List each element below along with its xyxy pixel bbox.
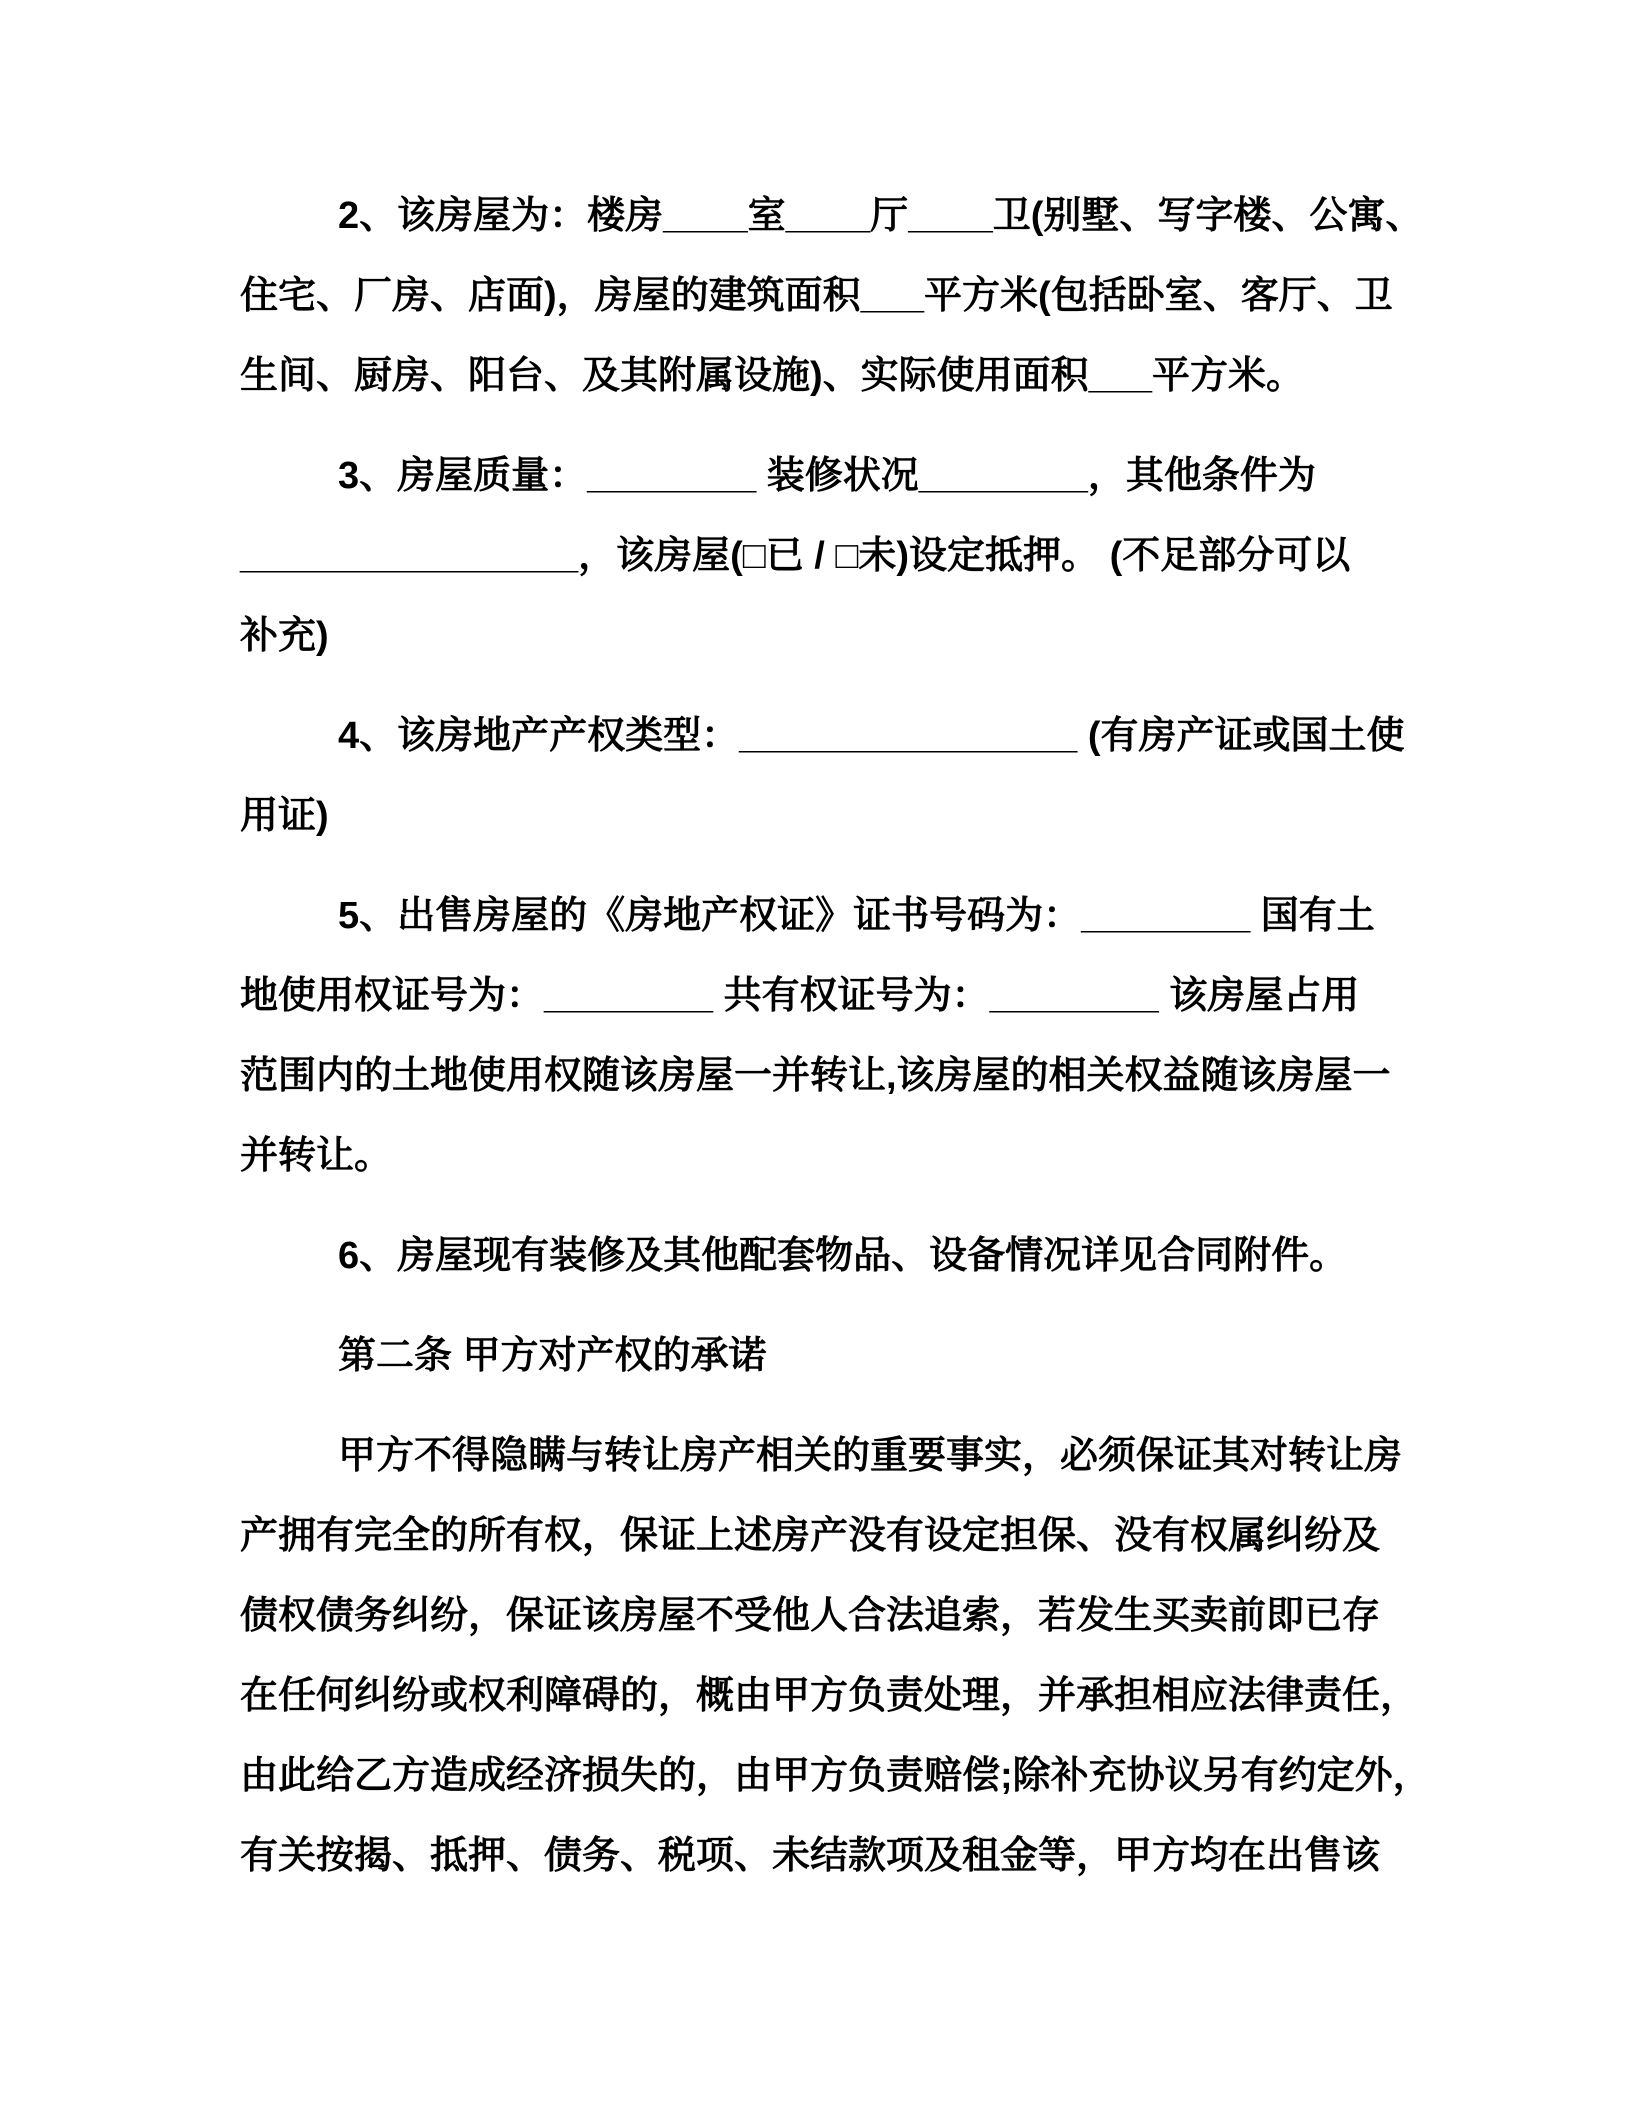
clause-3-house-quality (240, 436, 1482, 676)
text-line: 补充) (240, 615, 329, 657)
text-line: 5、出售房屋的《房地产权证》证书号码为：________ 国有土 (338, 895, 1375, 937)
clause-4-property-right-type (240, 696, 1482, 856)
text-line: 产拥有完全的所有权，保证上述房产没有设定担保、没有权属纠纷及 (240, 1515, 1381, 1557)
text-line: 4、该房地产产权类型：________________ (有房产证或国土使 (338, 715, 1405, 757)
clause-6-fixtures-note (240, 1216, 1482, 1296)
text-line: 有关按揭、抵押、债务、税项、未结款项及租金等，甲方均在出售该 (240, 1835, 1381, 1877)
text-line: 范围内的土地使用权随该房屋一并转让,该房屋的相关权益随该房屋一 (240, 1055, 1391, 1097)
text-line: 甲方不得隐瞒与转让房产相关的重要事实，必须保证其对转让房 (338, 1435, 1403, 1477)
text-line: 地使用权证号为：________ 共有权证号为：________ 该房屋占用 (240, 975, 1360, 1017)
text-line: 用证) (240, 795, 329, 837)
text-line: 3、房屋质量：________ 装修状况________，其他条件为 (338, 455, 1316, 497)
text-line: 6、房屋现有装修及其他配套物品、设备情况详见合同附件。 (338, 1235, 1348, 1277)
text-line: 生间、厨房、阳台、及其附属设施)、实际使用面积___平方米。 (240, 355, 1305, 397)
text-line: 2、该房屋为：楼房____室____厅____卫(别墅、写字楼、公寓、 (338, 195, 1424, 237)
text-line: ________________，该房屋(□已 / □未)设定抵押。 (不足部分可以 (240, 535, 1351, 577)
clause-2-house-description (240, 176, 1482, 416)
article-2-heading (240, 1316, 1482, 1396)
text-line: 并转让。 (240, 1135, 393, 1177)
text-line: 第二条 甲方对产权的承诺 (338, 1335, 767, 1377)
text-line: 在任何纠纷或权利障碍的，概由甲方负责处理，并承担相应法律责任， (240, 1675, 1419, 1717)
text-line: 住宅、厂房、店面)，房屋的建筑面积___平方米(包括卧室、客厅、卫 (240, 275, 1393, 317)
article-2-body (240, 1416, 1482, 1896)
text-line: 债权债务纠纷，保证该房屋不受他人合法追索，若发生买卖前即已存 (240, 1595, 1381, 1637)
text-line: 由此给乙方造成经济损失的，由甲方负责赔偿;除补充协议另有约定外， (240, 1755, 1431, 1797)
clause-5-certificate-numbers (240, 876, 1482, 1196)
